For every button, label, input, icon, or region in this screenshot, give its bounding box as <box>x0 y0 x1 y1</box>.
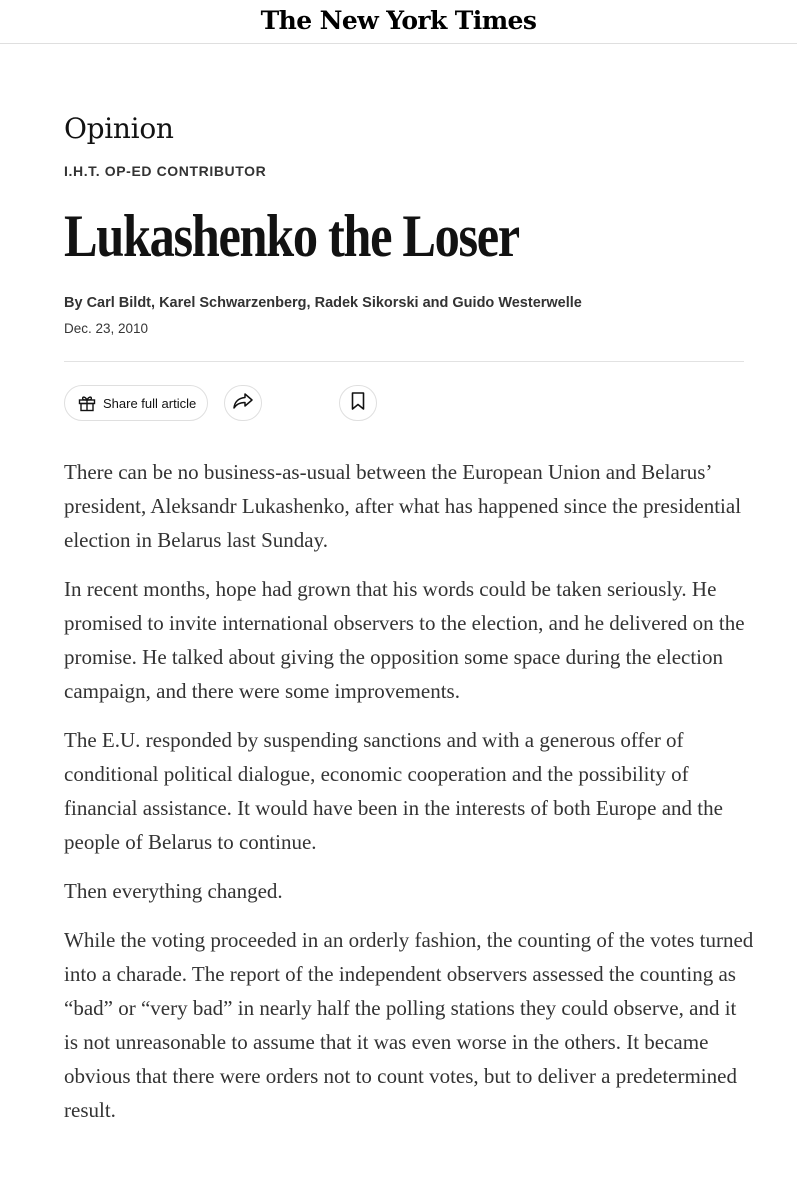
publish-date: Dec. 23, 2010 <box>64 321 149 336</box>
paragraph: There can be no business-as-usual between the European Union and Belarus’ president, Aleksandr Lukashenko, after what has happened since the presidential election in Belarus last Sunday. <box>64 460 742 552</box>
section-label[interactable]: Opinion <box>64 112 174 145</box>
share-full-article-label: Share full article <box>103 395 197 411</box>
share-arrow-icon <box>232 392 254 415</box>
article-body <box>64 455 754 1142</box>
paragraph: While the voting proceeded in an orderly fashion, the counting of the votes turned into a charade. The report of the independent observers assessed the counting as “bad” or “very bad” in nearly half the polling stations they could observe, and it is not unreasonable to assume that it was even worse in the others. It became obvious that there were orders not to count votes, but to deliver a predetermined result. <box>64 928 754 1122</box>
byline: By Carl Bildt, Karel Schwarzenberg, Radek Sikorski and Guido Westerwelle <box>64 295 582 311</box>
share-button[interactable] <box>224 385 262 421</box>
masthead <box>0 0 797 44</box>
headline: Lukashenko the Loser <box>64 203 519 269</box>
paragraph: In recent months, hope had grown that his words could be taken seriously. He promised to invite international observers to the election, and he delivered on the promise. He talked about giving the opposition some space during the election campaign, and there were some improvements. <box>64 577 745 703</box>
gift-icon <box>77 393 97 413</box>
divider <box>64 361 744 362</box>
share-full-article-button[interactable] <box>64 385 208 421</box>
paragraph: The E.U. responded by suspending sanctions and with a generous offer of conditional political dialogue, economic cooperation and the possibility of financial assistance. It would have been in the interests of both Europe and the people of Belarus to continue. <box>64 728 723 854</box>
kicker: I.H.T. OP-ED CONTRIBUTOR <box>64 163 267 179</box>
bookmark-icon <box>350 391 366 416</box>
save-article-button[interactable] <box>339 385 377 421</box>
paragraph: Then everything changed. <box>64 879 283 903</box>
nyt-logo[interactable]: The New York Times <box>260 6 537 35</box>
